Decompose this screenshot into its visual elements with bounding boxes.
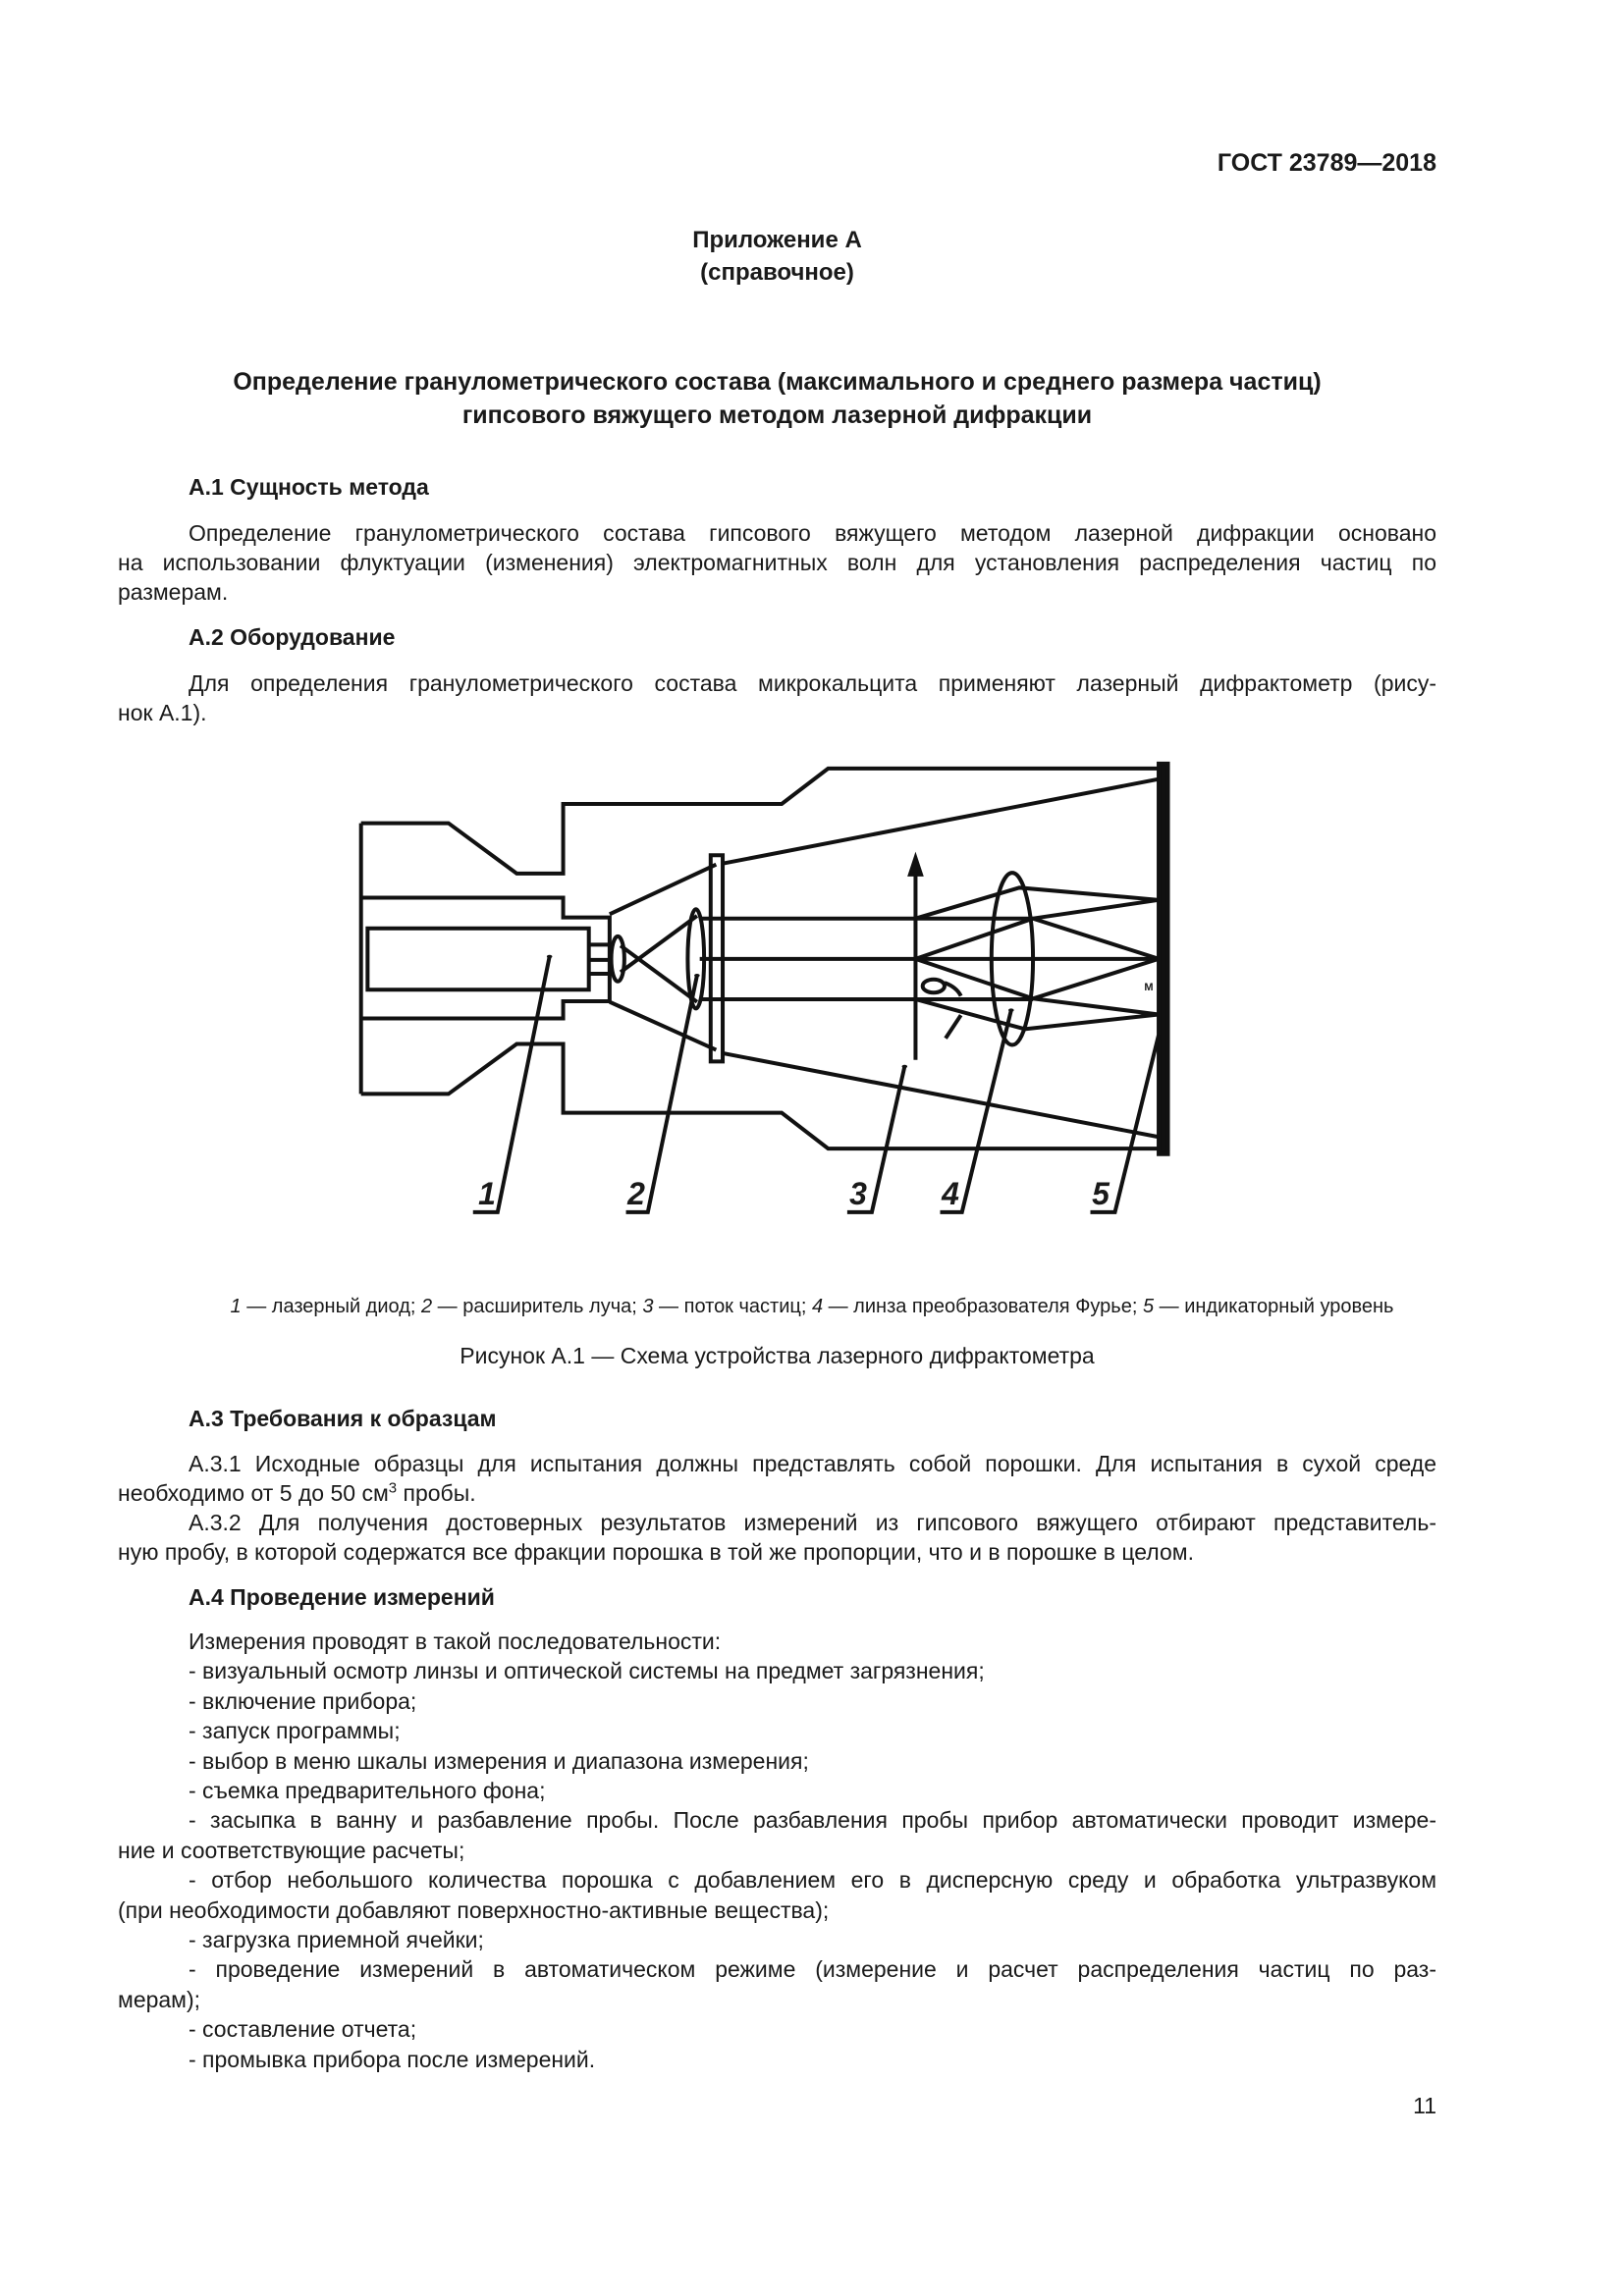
ray [621,916,697,972]
ray [723,779,1159,864]
list-item: ние и соответствующие расчеты; [118,1837,465,1863]
legend-text: — индикаторный уровень [1154,1296,1394,1317]
appendix-subtitle: (справочное) [700,259,854,286]
section-heading-a1: А.1 Сущность метода [189,474,429,500]
paragraph-a1 [118,518,1436,607]
cone-bottom [610,1002,717,1050]
list-item: - включение прибора; [189,1687,417,1714]
laser-diffractometer-diagram [345,747,1197,1227]
figure-legend [59,1296,1565,1318]
legend-text: — лазерный диод; [241,1296,421,1317]
text-line: Определение гранулометрического состава гипсового вяжущего методом лазерной дифракции основано [189,520,1436,546]
section-heading-a2: А.2 Оборудование [189,624,396,650]
list-item: - промывка прибора после измерений. [189,2046,596,2072]
list-item: мерам); [118,1986,201,2012]
legend-num: 2 [421,1296,433,1317]
page-number: 11 [1413,2093,1436,2118]
motor-icon [923,980,945,992]
list-item: - визуальный осмотр линзы и оптической системы на предмет загрязнения; [189,1658,985,1684]
page-title [118,365,1436,432]
list-item: - загрузка приемной ячейки; [189,1927,484,1953]
text-line: А.3.2 Для получения достоверных результатов измерений из гипсового вяжущего отбирают представитель- [189,1510,1436,1535]
small-arrow [946,1015,961,1039]
text: необходимо от 5 до 50 см [118,1480,389,1506]
legend-text: — расширитель луча; [432,1296,643,1317]
list-item: - проведение измерений в автоматическом режиме (измерение и расчет распределения частиц по раз- [189,1956,1436,1983]
section-heading-a3: А.3 Требования к образцам [189,1406,497,1431]
diode-mount-top [361,897,610,1018]
figure-label-3: 3 [849,1176,867,1211]
document-id: ГОСТ 23789—2018 [1217,149,1436,177]
text-line: размерам. [118,579,229,605]
text-line: А.3.1 Исходные образцы для испытания должны представлять собой порошки. Для испытания в сухой среде [189,1451,1436,1476]
title-line: гипсового вяжущего методом лазерной дифракции [461,401,1093,429]
list-item: (при необходимости добавляют поверхностно-активные вещества); [118,1896,830,1923]
list-item: - составление отчета; [189,2016,417,2043]
list-item: - запуск программы; [189,1718,401,1744]
ray [621,945,697,1001]
figure-label-5: 5 [1092,1176,1110,1211]
figure-label-4: 4 [942,1176,959,1211]
paragraph-a2 [118,668,1436,727]
list-item: - выбор в меню шкалы измерения и диапазона измерения; [189,1747,809,1774]
cone-top [610,865,717,915]
list-item: - засыпка в ванну и разбавление пробы. После разбавления пробы прибор автоматически проводит измере- [189,1807,1436,1834]
laser-diode [367,929,588,989]
text: пробы. [397,1480,476,1506]
motor-label: M [1144,982,1154,993]
list-item: Измерения проводят в такой последовательности: [189,1629,722,1654]
legend-num: 4 [811,1296,824,1317]
arrowhead [910,858,921,875]
title-line: Определение гранулометрического состава (максимального и среднего размера частиц) [233,368,1322,396]
superscript: 3 [388,1479,398,1497]
legend-num: 1 [230,1296,242,1317]
figure-label-2: 2 [627,1176,645,1211]
section-heading-a4: А.4 Проведение измерений [189,1584,495,1610]
list-item: - съемка предварительного фона; [189,1778,546,1804]
paragraph-a3 [118,1449,1436,1567]
text-line [118,1478,1436,1508]
figure-label-1: 1 [478,1176,496,1211]
text-line: нок А.1). [118,700,207,725]
list-item: - отбор небольшого количества порошка с добавлением его в дисперсную среду и обработка ультразвуком [189,1867,1436,1894]
rotation-arrow [945,983,961,995]
detector-screen [1159,764,1167,1154]
figure-caption: Рисунок А.1 — Схема устройства лазерного дифрактометра [460,1343,1095,1368]
legend-text: — линза преобразователя Фурье; [823,1296,1143,1317]
measurement-steps-list [118,1627,1436,2074]
legend-text: — поток частиц; [653,1296,812,1317]
legend-num: 5 [1142,1296,1155,1317]
collimator-lens [612,936,624,982]
appendix-title: Приложение А [692,227,862,253]
text-line: Для определения гранулометрического состава микрокальцита применяют лазерный дифрактометр (рису- [189,670,1436,696]
leader-line-1 [473,956,550,1211]
legend-num: 3 [642,1296,654,1317]
text-line: на использовании флуктуации (изменения) электромагнитных волн для установления распределения частиц по [118,550,1436,575]
text-line: ную пробу, в которой содержатся все фракции порошка в той же пропорции, что и в порошке в целом. [118,1539,1194,1565]
ray [723,1053,1159,1137]
